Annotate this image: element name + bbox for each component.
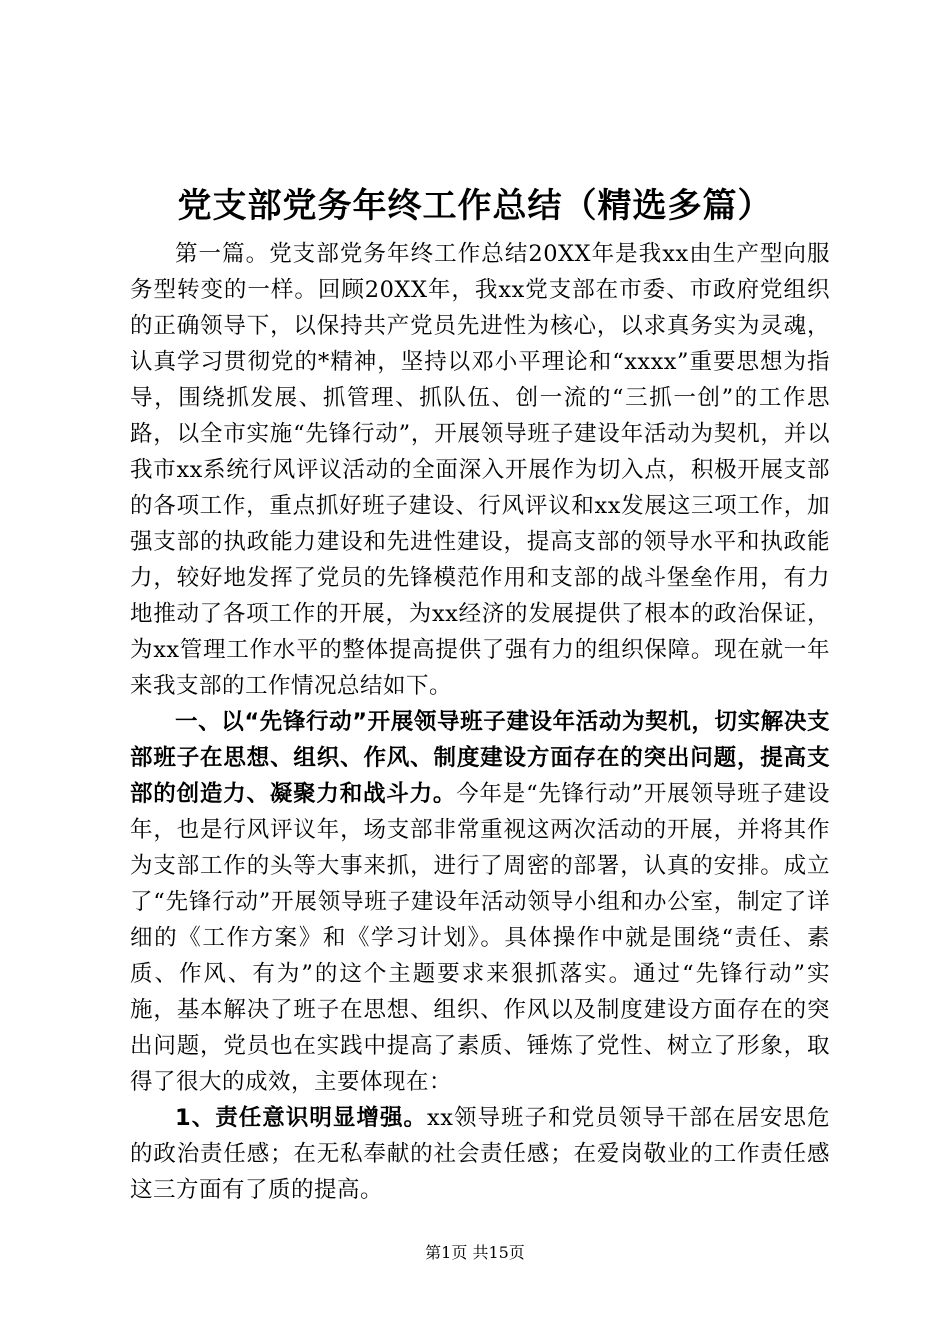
- paragraph-1-text: 第一篇。党支部党务年终工作总结20XX年是我xx由生产型向服务型转变的一样。回顾20XX年，我xx党支部在市委、市政府党组织的正确领导下，以保持共产党员先进性为核心，以求真务实为灵魂，认真学习贯彻党的*精神，坚持以邓小平理论和“xxxx”重要思想为指导，围绕抓发展、抓管理、抓队伍、创一流的“三抓一创”的工作思路，以全市实施“先锋行动”，开展领导班子建设年活动为契机，并以我市xx系统行风评议活动的全面深入开展作为切入点，积极开展支部的各项工作，重点抓好班子建设、行风评议和xx发展这三项工作，加强支部的执政能力建设和先进性建设，提高支部的领导水平和执政能力，较好地发挥了党员的先锋模范作用和支部的战斗堡垒作用，有力地推动了各项工作的开展，为xx经济的发展提供了根本的政治保证，为xx管理工作水平的整体提高提供了强有力的组织保障。现在就一年来我支部的工作情况总结如下。: [130, 241, 830, 699]
- document-title: 党支部党务年终工作总结（精选多篇）: [177, 186, 773, 226]
- paragraph-2: [130, 704, 830, 1100]
- paragraph-3-text: xx领导班子和党员领导干部在居安思危的政治责任感；在无私奉献的社会责任感；在爱岗敬业的工作责任感这三方面有了质的提高。: [130, 1105, 830, 1203]
- paragraph-2-text: 今年是“先锋行动”开展领导班子建设年，也是行风评议年，场支部非常重视这两次活动的开展，并将其作为支部工作的头等大事来抓，进行了周密的部署，认真的安排。成立了“先锋行动”开展领导班子建设年活动领导小组和办公室，制定了详细的《工作方案》和《学习计划》。具体操作中就是围绕“责任、素质、作风、有为”的这个主题要求来狠抓落实。通过“先锋行动”实施，基本解决了班子在思想、组织、作风以及制度建设方面存在的突出问题，党员也在实践中提高了素质、锤炼了党性、树立了形象，取得了很大的成效，主要体现在：: [130, 781, 830, 1095]
- document-body: [130, 236, 830, 1208]
- paragraph-3: [130, 1100, 830, 1208]
- section-heading-1: 一、以“先锋行动”开展领导班子建设年活动为契机，切实解决支部班子在思想、组织、作风、制度建设方面存在的突出问题，提高支部的创造力、凝聚力和战斗力。: [130, 709, 830, 807]
- subheading-1: 1、责任意识明显增强。: [175, 1105, 428, 1131]
- paragraph-1: [130, 236, 830, 704]
- page-footer: 第1页 共15页: [425, 1243, 525, 1262]
